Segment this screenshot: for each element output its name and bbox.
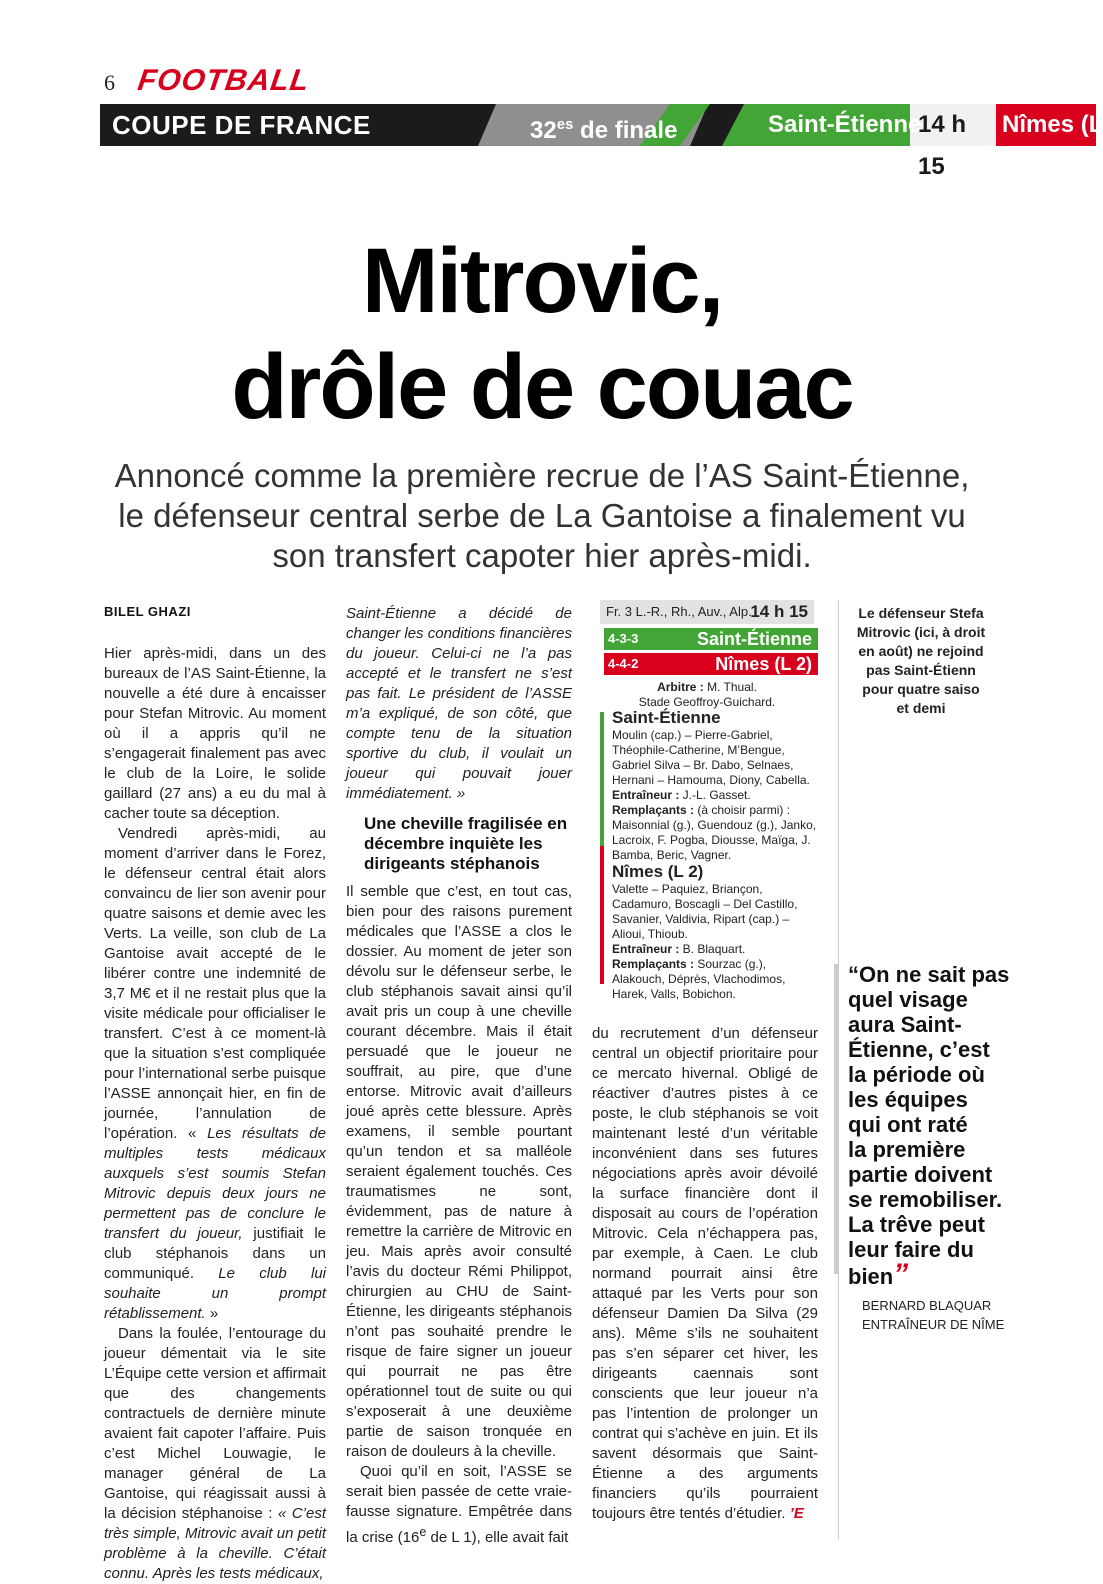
home-team-label: Saint-Étienne xyxy=(768,111,922,138)
home-substitutes: Remplaçants : (à choisir parmi) : Maisonnial (g.), Guendouz (g.), Janko, Lacroix, F. Pogba, Diousse, Maïga, J. Bamba, Beric, Vagner. xyxy=(612,803,817,862)
away-lineup-title: Nîmes (L 2) xyxy=(612,862,704,881)
section-title: FOOTBALL xyxy=(135,64,312,97)
paragraph: Hier après-midi, dans un des bureaux de l’AS Saint-Étienne, la nouvelle a été dure à encaisser pour Stefan Mitrovic. Au moment où il a appris qu’il ne s’engagerait finalement pas avec le club de la Loire, le solide gaillard (27 ans) a eu du mal à cacher toute sa déception. xyxy=(104,645,326,822)
paragraph: Quoi qu’il en soit, l’ASSE se serait bien passée de cette vraie-fausse signature. Empêtrée dans la crise (16e de L 1), elle avait fait xyxy=(346,1463,572,1546)
page-number: 6 xyxy=(104,70,115,95)
home-formation: 4-3-3 xyxy=(608,631,639,646)
match-box-header xyxy=(600,600,814,624)
home-lineup-title: Saint-Étienne xyxy=(612,708,721,727)
away-coach: Entraîneur : B. Blaquart. xyxy=(612,942,746,956)
away-team-label: Nîmes (L xyxy=(1002,111,1103,138)
match-box xyxy=(600,600,820,1001)
article-column-3 xyxy=(592,1024,818,1544)
home-coach: Entraîneur : J.-L. Gasset. xyxy=(612,788,751,802)
away-team-name: Nîmes (L 2) xyxy=(715,654,812,674)
away-substitutes: Remplaçants : Sourzac (g.), Alakouch, Déprès, Vlachodimos, Harek, Valls, Bobichon. xyxy=(612,957,786,1001)
article-column-1 xyxy=(104,644,327,1582)
competition-label: COUPE DE FRANCE xyxy=(112,110,371,140)
quote-author: BERNARD BLAQUAR ENTRAÎNEUR DE NÎME xyxy=(862,1298,1005,1332)
paragraph: du recrutement d’un défenseur central un objectif prioritaire pour ce mercato hivernal. Obligé de réactiver d’autres pistes à ce poste, le club stéphanois se voit maintenant lesté d’un véritable inconvénient dans ses futures négociations après avoir dévoilé la surface financière dont il disposait au cours de l’opération Mitrovic. Cela n’échappera pas, par exemple, à Caen. Le club normand pourrait ainsi être attaqué par les Verts pour son défenseur Damien Da Silva (29 ans). Même s’ils ne souhaitent pas s’en séparer cet hiver, les dirigeants caennais sont conscients que leur joueur n’a pas l’intention de prolonger un contrat qui s’achève en juin. Et ils savent désormais que Saint-Étienne a des arguments financiers qu’ils pourraient toujours être tentés d’étudier. ’E xyxy=(592,1025,818,1522)
round-label: $32^{es}$ de finale xyxy=(530,116,678,144)
away-team-row xyxy=(604,653,818,675)
paragraph: Saint-Étienne a décidé de changer les conditions financières du joueur. Celui-ci ne l’a pas accepté et le transfert ne s’est pas fait. Le président de l’ASSE m’a expliqué, de son côté, que compte tenu de la situation sportive du club, il voulait un joueur qui pouvait jouer immédiatement. » xyxy=(346,605,572,802)
pull-quote: “On ne sait pas quel visage aura Saint- Étienne, c’est la période où les équipes qui ont raté la première partie doivent se remobiliser. La trêve peut leur faire du bien” xyxy=(848,962,1010,1291)
paragraph: Vendredi après-midi, au moment d’arriver dans le Forez, le défenseur central était alors convaincu de lier son avenir pour quatre saisons et demie avec les Verts. La veille, son club de La Gantoise avait accepté de le libérer contre une indemnité de 3,7 M€ et il ne restait plus que la visite médicale pour officialiser le transfert. C’est à ce moment-là que la situation s’est compliquée pour l’international serbe puisque l’ASSE annonçait hier, en fin de journée, l’annulation de l’opération. « Les résultats de multiples tests médicaux auxquels s’est soumis Stefan Mitrovic depuis deux jours ne permettent pas de conclure le transfert du joueur, justifiait le club stéphanois dans un communiqué. Le club lui souhaite un prompt rétablissement. » xyxy=(104,825,327,1322)
away-lineup-bar xyxy=(600,846,604,984)
match-band xyxy=(100,104,1103,180)
deck: Annoncé comme la première recrue de l’AS Saint-Étienne, le défenseur central serbe de La Gantoise a finalement vu son transfert capoter hier après-midi. xyxy=(114,457,970,574)
article-column-2 xyxy=(346,604,572,1546)
away-formation: 4-4-2 xyxy=(608,656,639,671)
headline-line-2: drôle de couac xyxy=(231,336,853,438)
referee-info: Arbitre : M. Thual. Stade Geoffroy-Guichard. xyxy=(638,680,776,709)
home-team-row xyxy=(604,628,818,650)
end-mark-icon: ’E xyxy=(789,1505,804,1522)
paragraph: Dans la foulée, l’entourage du joueur démentait via le site L’Équipe cette version et affirmait que des changements contractuels de dernière minute avaient fait capoter l’affaire. Puis c’est Michel Louwagie, le manager général de La Gantoise, qui réagissait aussi à la décision stéphanoise : « C’est très simple, Mitrovic avait un petit problème à la cheville. C’était connu. Après les tests médicaux, xyxy=(104,1325,326,1582)
quote-bar xyxy=(834,964,839,1274)
tv-channels: Fr. 3 L.-R., Rh., Auv., Alp. xyxy=(606,604,752,619)
paragraph: Il semble que c’est, en tout cas, bien pour des raisons purement médicales que l’ASSE a clos le dossier. Au moment de jeter son dévolu sur le défenseur serbe, le club stéphanois savait ainsi qu’il avait pris un coup à une cheville courant décembre. Mais il était persuadé que le joueur ne souffrait, au pire, que d’une entorse. Mitrovic avait d’ailleurs joué après cette blessure. Après examens, il semble pourtant qu’un tendon et sa malléole seraient également touchés. Ces traumatismes ne sont, évidemment, pas de nature à remettre la carrière de Mitrovic en jeu. Mais après avoir consulté l’avis du docteur Rémi Philippot, chirurgien au CHU de Saint-Étienne, les dirigeants stéphanois n’ont pas souhaité prendre le risque de faire signer un joueur qui pourrait ne pas être opérationnel tout de suite ou qui s’exposerait à une deuxième partie de saison tronquée en raison de douleurs à la cheville. xyxy=(346,883,572,1460)
home-starting-xi: Moulin (cap.) – Pierre-Gabriel, Théophile-Catherine, M’Bengue, Gabriel Silva – Br. Dabo, Selnaes, Hernani – Hamouma, Diony, Cabella. xyxy=(612,728,810,787)
home-lineup xyxy=(612,708,818,863)
home-lineup-bar xyxy=(600,712,604,846)
byline: BILEL GHAZI xyxy=(104,604,191,619)
photo-caption: Le défenseur Stefa Mitrovic (ici, à droit en août) ne rejoind pas Saint-Étienn pour quatre saiso et demi xyxy=(856,605,986,716)
home-team-name: Saint-Étienne xyxy=(696,629,812,649)
headline xyxy=(100,228,984,440)
close-quote-icon: ” xyxy=(893,1258,909,1291)
kickoff-time: 14 h 15 xyxy=(918,111,967,180)
headline-line-1: Mitrovic, xyxy=(361,230,723,332)
away-starting-xi: Valette – Paquiez, Briançon, Cadamuro, Boscagli – Del Castillo, Savanier, Valdivia, Ripart (cap.) – Alioui, Thioub. xyxy=(612,882,798,941)
match-time: 14 h 15 xyxy=(750,602,808,621)
away-lineup xyxy=(612,862,818,1002)
subheading: Une cheville fragilisée en décembre inquiète les dirigeants stéphanois xyxy=(364,814,568,873)
